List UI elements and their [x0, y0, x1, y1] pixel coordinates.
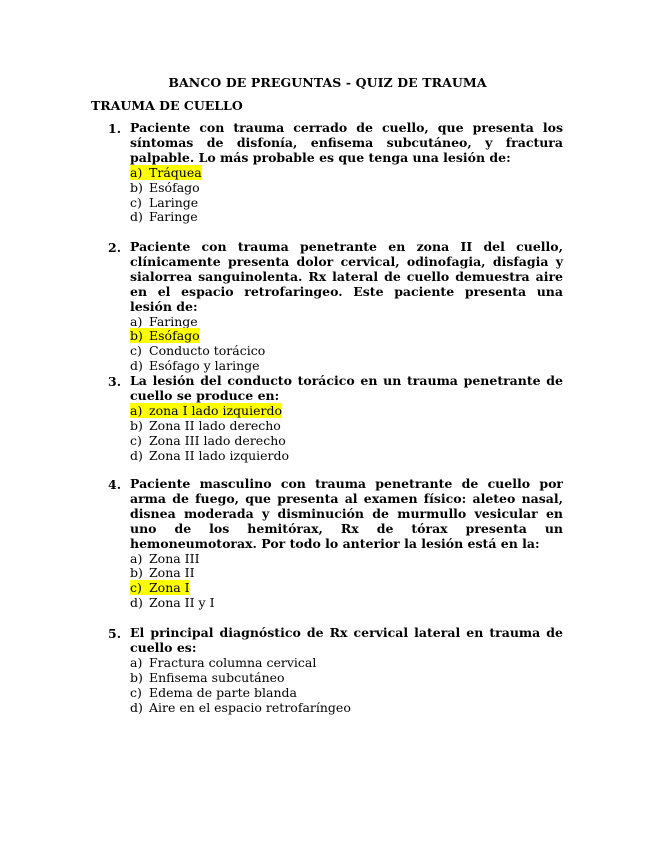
- option-list: [130, 166, 563, 226]
- option-c: c) Zona I: [130, 580, 190, 596]
- question-text: Paciente con trauma penetrante en zona II del cuello, clínicamente presenta dolor cervical, odinofagia, disfagia y sialorrea sanguinolenta. Rx lateral de cuello demuestra aire en el espacio retrofaringeo. Este paciente presenta una lesión de:: [130, 239, 563, 314]
- option-list: [130, 656, 563, 716]
- question-text: El principal diagnóstico de Rx cervical lateral en trauma de cuello es:: [130, 625, 563, 655]
- option-c: c) Conducto torácico: [130, 343, 266, 359]
- option-a: a) zona I lado izquierdo: [130, 402, 282, 418]
- option-c: c) Zona III lado derecho: [130, 432, 286, 448]
- question-3: [108, 374, 563, 463]
- question-text: La lesión del conducto torácico en un trauma penetrante de cuello se produce en:: [130, 373, 563, 403]
- option-list: [130, 404, 563, 464]
- option-a: a) Zona III: [130, 550, 200, 566]
- question-number: 1.: [108, 121, 122, 136]
- question-5: [108, 626, 563, 715]
- option-d: d) Zona II lado izquierdo: [130, 447, 290, 463]
- option-c: c) Laringe: [130, 194, 199, 210]
- option-a: a) Tráquea: [130, 164, 202, 180]
- question-text: Paciente con trauma cerrado de cuello, que presenta los síntomas de disfonía, enfisema subcutáneo, y fractura palpable. Lo más probable es que tenga una lesión de:: [130, 120, 563, 165]
- option-d: d) Aire en el espacio retrofaríngeo: [130, 699, 351, 715]
- option-list: [130, 315, 563, 375]
- option-a: a) Faringe: [130, 313, 198, 329]
- option-a: a) Fractura columna cervical: [130, 654, 317, 670]
- question-text: Paciente masculino con trauma penetrante de cuello por arma de fuego, que presenta al examen físico: aleteo nasal, disnea moderada y disminución de murmullo vesicular en uno de los hemitórax, Rx de tórax presenta un hemoneumotorax. Por todo lo anterior la lesión está en la:: [130, 476, 563, 551]
- option-d: d) Esófago y laringe: [130, 358, 260, 374]
- question-2: [108, 240, 563, 374]
- question-1: [108, 121, 563, 225]
- question-number: 5.: [108, 626, 122, 641]
- option-c: c) Edema de parte blanda: [130, 684, 297, 700]
- option-d: d) Faringe: [130, 209, 198, 225]
- question-number: 3.: [108, 374, 122, 389]
- option-b: b) Zona II: [130, 565, 195, 581]
- option-b: b) Esófago: [130, 328, 200, 344]
- option-b: b) Enfisema subcutáneo: [130, 669, 285, 685]
- document-title: BANCO DE PREGUNTAS - QUIZ DE TRAUMA: [168, 75, 487, 90]
- section-heading: TRAUMA DE CUELLO: [91, 98, 243, 113]
- option-d: d) Zona II y I: [130, 595, 215, 611]
- option-b: b) Zona II lado derecho: [130, 417, 281, 433]
- question-4: [108, 477, 563, 611]
- question-number: 2.: [108, 240, 122, 255]
- question-number: 4.: [108, 477, 122, 492]
- option-b: b) Esófago: [130, 179, 200, 195]
- option-list: [130, 552, 563, 612]
